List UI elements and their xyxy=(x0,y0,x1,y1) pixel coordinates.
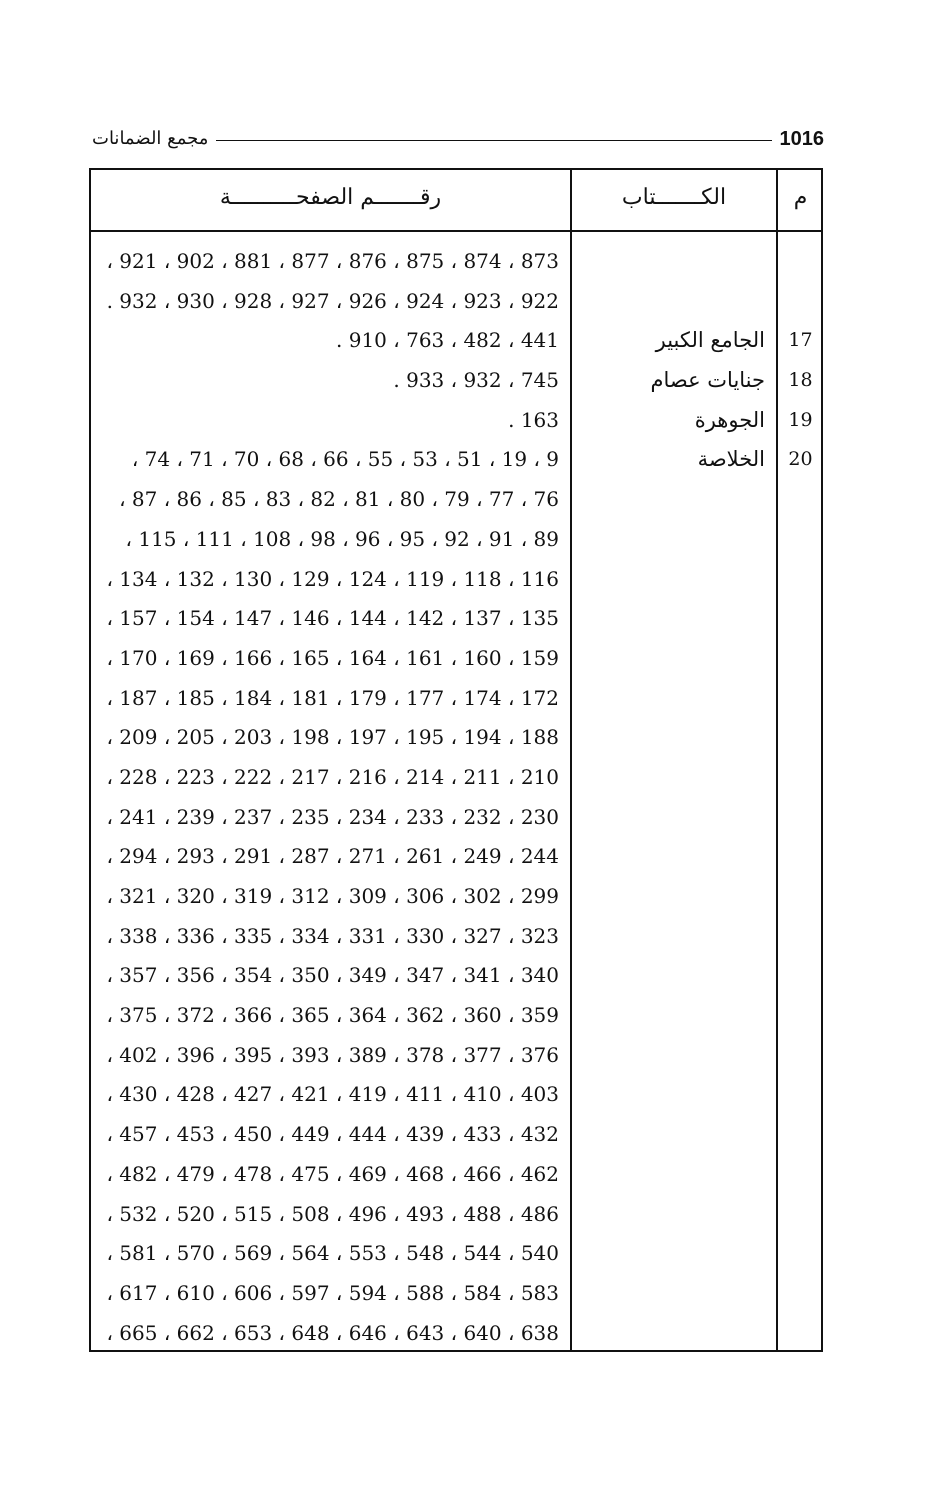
row-pages: 873 ، 874 ، 875 ، 876 ، 877 ، 881 ، 902 ، 921 ، xyxy=(106,249,559,273)
row-pages: 359 ، 360 ، 362 ، 364 ، 365 ، 366 ، 372 ، 375 ، xyxy=(106,1003,559,1028)
row-pages: 163 . xyxy=(508,407,559,432)
table-row xyxy=(91,837,821,877)
row-number xyxy=(778,599,823,638)
row-pages: 230 ، 232 ، 233 ، 234 ، 235 ، 237 ، 239 ، 241 ، xyxy=(106,804,559,829)
row-number xyxy=(778,679,823,718)
table-row xyxy=(91,1155,821,1195)
row-pages: 638 ، 640 ، 643 ، 646 ، 648 ، 653 ، 662 ، 665 ، xyxy=(106,1320,559,1345)
row-pages: 188 ، 194 ، 195 ، 197 ، 198 ، 203 ، 205 ، 209 ، xyxy=(106,725,559,750)
row-book: جنايات عصام xyxy=(650,368,765,393)
row-number xyxy=(778,560,823,599)
column-header-book: الكـــــــتاب xyxy=(621,185,727,210)
row-number xyxy=(778,1155,823,1194)
row-pages: 340 ، 341 ، 347 ، 349 ، 350 ، 354 ، 356 ، 357 ، xyxy=(106,963,559,988)
row-pages: 376 ، 377 ، 378 ، 389 ، 393 ، 395 ، 396 ، 402 ، xyxy=(106,1042,559,1067)
row-pages: 135 ، 137 ، 142 ، 144 ، 146 ، 147 ، 154 ، 157 ، xyxy=(106,606,559,631)
table-row xyxy=(91,758,821,798)
table-row xyxy=(91,401,821,441)
table-body xyxy=(91,242,821,1353)
row-pages: 116 ، 118 ، 119 ، 124 ، 129 ، 130 ، 132 ، 134 ، xyxy=(106,566,559,591)
row-number xyxy=(778,1195,823,1234)
row-pages: 462 ، 466 ، 468 ، 469 ، 475 ، 478 ، 479 ، 482 ، xyxy=(106,1161,559,1186)
row-number xyxy=(778,1115,823,1154)
column-header-number: م xyxy=(793,185,808,210)
table-row xyxy=(91,639,821,679)
table-row xyxy=(91,1274,821,1314)
row-pages: 432 ، 433 ، 439 ، 444 ، 449 ، 450 ، 453 ، 457 ، xyxy=(106,1122,559,1147)
row-number xyxy=(778,1314,823,1353)
table-row xyxy=(91,1036,821,1076)
row-pages: 159 ، 160 ، 161 ، 164 ، 165 ، 166 ، 169 ، 170 ، xyxy=(106,645,559,670)
row-pages: 441 ، 482 ، 763 ، 910 . xyxy=(336,328,559,353)
row-number xyxy=(778,798,823,837)
row-number: 20 xyxy=(788,448,813,471)
table-row xyxy=(91,1075,821,1115)
table-row xyxy=(91,718,821,758)
table-row xyxy=(91,679,821,719)
row-book: الجوهرة xyxy=(694,407,765,432)
row-pages: 745 ، 932 ، 933 . xyxy=(393,368,559,393)
row-pages: 540 ، 544 ، 548 ، 553 ، 564 ، 569 ، 570 ، 581 ، xyxy=(106,1241,559,1266)
table-row xyxy=(91,440,821,480)
row-pages: 9 ، 19 ، 51 ، 53 ، 55 ، 66 ، 68 ، 70 ، 71 ، 74 ، xyxy=(131,447,559,472)
table-row xyxy=(91,917,821,957)
row-pages: 486 ، 488 ، 493 ، 496 ، 508 ، 515 ، 520 ، 532 ، xyxy=(106,1201,559,1226)
row-number xyxy=(778,956,823,995)
table-row xyxy=(91,1314,821,1354)
row-number xyxy=(778,480,823,519)
row-pages: 922 ، 923 ، 924 ، 926 ، 927 ، 928 ، 930 ، 932 . xyxy=(106,288,559,313)
table-row xyxy=(91,242,821,282)
page-number: 1016 xyxy=(779,128,824,150)
row-number xyxy=(778,520,823,559)
page-header xyxy=(92,126,824,156)
row-number: 18 xyxy=(788,369,813,392)
row-pages: 323 ، 327 ، 330 ، 331 ، 334 ، 335 ، 336 ، 338 ، xyxy=(106,923,559,948)
row-number xyxy=(778,718,823,757)
table-row xyxy=(91,996,821,1036)
row-number xyxy=(778,1075,823,1114)
row-number xyxy=(778,282,823,321)
row-number xyxy=(778,758,823,797)
table-row xyxy=(91,560,821,600)
table-row xyxy=(91,877,821,917)
table-row xyxy=(91,798,821,838)
table-row xyxy=(91,520,821,560)
table-row xyxy=(91,1195,821,1235)
row-number: 19 xyxy=(788,408,813,431)
table-row xyxy=(91,1234,821,1274)
row-number xyxy=(778,1036,823,1075)
running-book-title: مجمع الضمانات xyxy=(92,128,209,149)
row-pages: 172 ، 174 ، 177 ، 179 ، 181 ، 184 ، 185 ، 187 ، xyxy=(106,685,559,710)
row-pages: 89 ، 91 ، 92 ، 95 ، 96 ، 98 ، 108 ، 111 ، 115 ، xyxy=(125,526,559,551)
table-header-row xyxy=(91,170,821,232)
row-number xyxy=(778,242,823,281)
table-row xyxy=(91,599,821,639)
row-number xyxy=(778,917,823,956)
row-book: الجامع الكبير xyxy=(655,328,765,353)
row-pages: 299 ، 302 ، 306 ، 309 ، 312 ، 319 ، 320 ، 321 ، xyxy=(106,884,559,908)
row-number xyxy=(778,996,823,1035)
row-number xyxy=(778,639,823,678)
row-pages: 210 ، 211 ، 214 ، 216 ، 217 ، 222 ، 223 ، 228 ، xyxy=(106,764,559,789)
row-number xyxy=(778,837,823,876)
table-row xyxy=(91,321,821,361)
index-table xyxy=(89,168,823,1352)
table-row xyxy=(91,1115,821,1155)
row-pages: 76 ، 77 ، 79 ، 80 ، 81 ، 82 ، 83 ، 85 ، 86 ، 87 ، xyxy=(119,487,559,512)
row-number xyxy=(778,1234,823,1273)
row-number: 17 xyxy=(788,329,813,352)
header-rule xyxy=(216,140,771,141)
table-row xyxy=(91,480,821,520)
table-row xyxy=(91,282,821,322)
row-pages: 244 ، 249 ، 261 ، 271 ، 287 ، 291 ، 293 ، 294 ، xyxy=(106,844,559,869)
table-row xyxy=(91,956,821,996)
table-row xyxy=(91,361,821,401)
row-number xyxy=(778,877,823,916)
row-number xyxy=(778,1274,823,1313)
row-pages: 583 ، 584 ، 588 ، 594 ، 597 ، 606 ، 610 ، 617 ، xyxy=(106,1280,559,1305)
row-pages: 403 ، 410 ، 411 ، 419 ، 421 ، 427 ، 428 ، 430 ، xyxy=(106,1082,559,1107)
row-book: الخلاصة xyxy=(697,447,765,472)
column-header-pages: رقـــــــم الصفحــــــــــة xyxy=(219,185,442,210)
